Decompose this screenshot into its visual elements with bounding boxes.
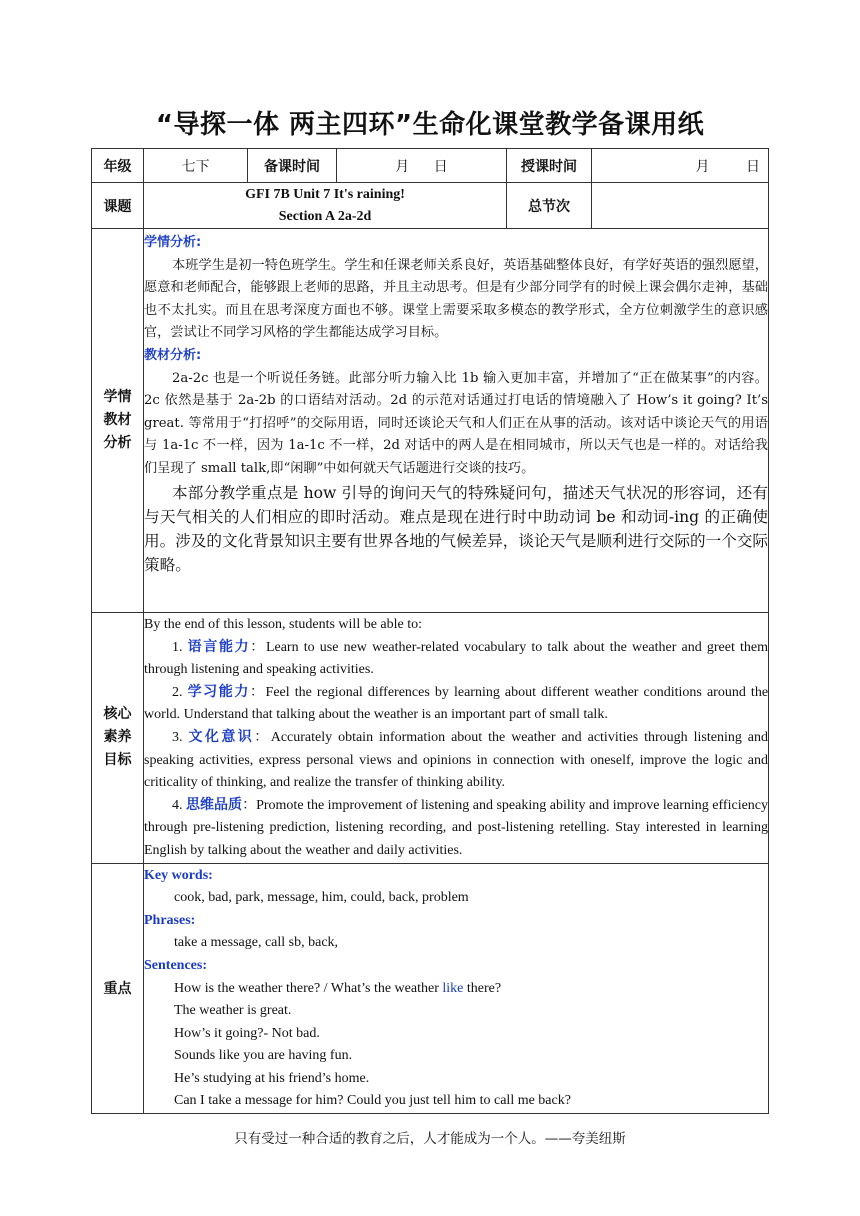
total-label: 总节次 xyxy=(507,183,592,229)
analysis-label: 学情 教材 分析 xyxy=(92,229,144,613)
like-word: like xyxy=(442,980,464,996)
material-analysis-heading: 教材分析: xyxy=(144,347,202,363)
core-item: 3. 文化意识：Accurately obtain information about the weather and activities through listening and speaking activities, express personal views and opinions in connection with oneself, improve the logic and criticality of thinking, and realize the transfer of thinking ability. xyxy=(144,729,768,791)
key-row xyxy=(92,863,769,1114)
topic-line-1: GFI 7B Unit 7 It's raining! xyxy=(245,186,405,202)
sentences-heading: Sentences: xyxy=(144,957,207,973)
sentence: How is the weather there? / What’s the weather like there? xyxy=(174,980,502,996)
phrases-heading: Phrases: xyxy=(144,912,196,928)
header-row xyxy=(92,149,769,183)
sentence: The weather is great. xyxy=(174,1003,292,1019)
prep-time-value: 月 日 xyxy=(337,149,507,183)
prep-time-label: 备课时间 xyxy=(248,149,337,183)
key-label: 重点 xyxy=(92,863,144,1114)
phrases: take a message, call sb, back, xyxy=(174,935,339,951)
sentence: He’s studying at his friend’s home. xyxy=(174,1070,370,1086)
topic-label: 课题 xyxy=(92,183,144,229)
sentence: Sounds like you are having fun. xyxy=(174,1048,353,1064)
analysis-row xyxy=(92,229,769,613)
grade-value: 七下 xyxy=(144,149,248,183)
teach-time-value: 月 日 xyxy=(592,149,769,183)
core-item: 1. 语言能力：Learn to use new weather-related vocabulary to talk about the weather and greet them through listening and speaking activities. xyxy=(144,639,769,678)
total-value xyxy=(592,183,769,229)
core-item: 4. 思维品质：Promote the improvement of listening and speaking ability and improve learning efficiency through pre-listening prediction, listening recording, and post-listening retelling. Stay interested in learning English by talking about the weather and daily activities. xyxy=(144,797,769,858)
sentence: Can I take a message for him? Could you just tell him to call me back? xyxy=(174,1093,571,1109)
topic-row xyxy=(92,183,769,229)
footer-quote: 只有受过一种合适的教育之后，人才能成为一个人。——夸美纽斯 xyxy=(234,1131,626,1147)
analysis-content xyxy=(144,229,769,613)
material-analysis-text: 2a-2c 也是一个听说任务链。此部分听力输入比 1b 输入更加丰富，并增加了“正在做某事”的内容。2c 依然是基于 2a-2b 的口语结对活动。2d 的示范对话通过打电话的情境融入了 How’s it going? It’s great. 等常用于“打招呼”的交际用语，同时还谈论天气和人们正在从事的活动。该对话中谈论天气的用语与 1a-1c 不一样，因为 1a-1c 不一样，2d 对话中的两人是在相同城市，所以天气也是一样的。对话给我们呈现了 small talk,即“闲聊”中如何就天气话题进行交谈的技巧。 xyxy=(144,370,768,476)
lesson-plan-table xyxy=(91,148,769,1114)
core-content xyxy=(144,613,769,864)
topic-value xyxy=(144,183,507,229)
focus-text: 本部分教学重点是 how 引导的询问天气的特殊疑问句，描述天气状况的形容词，还有与天气相关的人们相应的即时活动。难点是现在进行时中助动词 be 和动词-ing 的正确使用。涉及的文化背景知识主要有世界各地的气候差异，谈论天气是顺利进行交际的一个交际策略。 xyxy=(144,483,768,574)
teach-time-label: 授课时间 xyxy=(507,149,592,183)
topic-line-2: Section A 2a-2d xyxy=(278,208,372,224)
core-item: 2. 学习能力：Feel the regional differences by learning about different weather conditions around the world. Understand that talking about the weather is an important part of small talk. xyxy=(144,684,769,723)
keywords-heading: Key words: xyxy=(144,867,213,883)
student-analysis-heading: 学情分析: xyxy=(144,235,202,250)
sentence: How’s it going?- Not bad. xyxy=(174,1025,320,1041)
grade-label: 年级 xyxy=(92,149,144,183)
page-title: “导探一体 两主四环”生命化课堂教学备课用纸 xyxy=(155,110,705,140)
core-label: 核心 素养 目标 xyxy=(92,613,144,864)
core-row xyxy=(92,613,769,864)
key-content xyxy=(144,863,769,1114)
student-analysis-text: 本班学生是初一特色班学生。学生和任课老师关系良好，英语基础整体良好，有学好英语的强烈愿望，愿意和老师配合，能够跟上老师的思路，并且主动思考。但是有少部分同学有的时候上课会偶尔走神，基础也不太扎实。而且在思考深度方面也不够。课堂上需要采取多模态的教学形式，全方位刺激学生的意识感官，尝试让不同学习风格的学生都能达成学习目标。 xyxy=(144,257,768,341)
keywords: cook, bad, park, message, him, could, back, problem xyxy=(174,890,469,906)
core-intro: By the end of this lesson, students will be able to: xyxy=(144,617,423,632)
